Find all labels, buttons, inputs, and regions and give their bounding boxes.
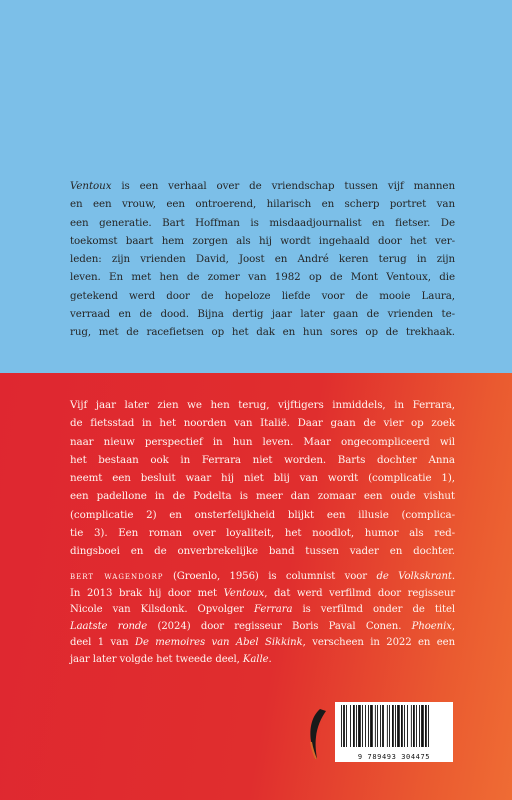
blurb-line: leden: zijn vrienden David, Joost en André keren terug in zijn xyxy=(70,253,455,266)
blurb-line: een padellone in de Podelta is meer dan zomaar een oude vishut xyxy=(70,490,455,503)
blurb-line: dingsboei en de onverbrekelijke band tussen vader en dochter. xyxy=(70,545,455,558)
blurb-line: getekend werd door de hopeloze liefde voor de mooie Laura, xyxy=(70,289,455,302)
bio-line: Nicole van Kilsdonk. Opvolger Ferrara is verfilmd onder de titel xyxy=(70,604,455,616)
blurb-line: Ventoux is een verhaal over de vriendschap tussen vijf mannen xyxy=(70,180,455,192)
bio-line: jaar later volgde het tweede deel, Kalle. xyxy=(70,653,272,665)
blurb-line: tie 3). Een roman over loyaliteit, het noodlot, humor als red- xyxy=(70,527,455,540)
blurb-line: Vijf jaar later zien we hen terug, vijftigers inmiddels, in Ferrara, xyxy=(70,399,455,411)
blurb-ferrara xyxy=(70,396,455,561)
bio-line: Laatste ronde (2024) door regisseur Boris Paval Conen. Phoenix, xyxy=(70,620,455,632)
blurb-line: toekomst baart hem zorgen als hij wordt ingehaald door het ver- xyxy=(70,234,455,247)
bio-line: In 2013 brak hij door met Ventoux, dat werd verfilmd door regisseur xyxy=(70,587,456,599)
isbn-number: 9 789493 304475 xyxy=(357,753,431,761)
blurb-line: rug, met de racefietsen op het dak en hun sores op de trekhaak. xyxy=(70,326,455,339)
blurb-line: verraad en de dood. Bijna dertig jaar later gaan de vrienden te- xyxy=(70,308,455,321)
blurb-ventoux xyxy=(70,177,455,342)
blurb-line: leven. En met hen de zomer van 1982 op de Mont Ventoux, die xyxy=(70,271,455,284)
barcode-bars xyxy=(341,705,447,747)
blurb-line: naar nieuw perspectief in hun leven. Maar ongecompliceerd wil xyxy=(70,435,455,448)
blurb-line: (complicatie 2) en onsterfelijkheid blijkt een illusie (complica- xyxy=(70,508,455,521)
blurb-line: het bestaan ook in Ferrara niet worden. Barts dochter Anna xyxy=(70,453,455,466)
blurb-line: en een vrouw, een ontroerend, hilarisch en scherp portret van xyxy=(70,198,455,211)
isbn-barcode xyxy=(335,702,453,762)
bio-line: deel 1 van De memoires van Abel Sikkink, verscheen in 2022 en een xyxy=(70,637,455,649)
blurb-line: de fietsstad in het noorden van Italië. Daar gaan de vier op zoek xyxy=(70,417,455,430)
quill-logo-icon xyxy=(306,708,328,760)
author-name: bert wagendorp xyxy=(70,571,164,582)
author-bio xyxy=(70,569,455,669)
blurb-line: neemt een besluit waar hij niet blij van wordt (complicatie 1), xyxy=(70,472,455,485)
blurb-line: een generatie. Bart Hoffman is misdaadjournalist en fietser. De xyxy=(70,216,455,229)
bio-line: bert wagendorp (Groenlo, 1956) is columnist voor de Volkskrant. xyxy=(70,571,455,582)
